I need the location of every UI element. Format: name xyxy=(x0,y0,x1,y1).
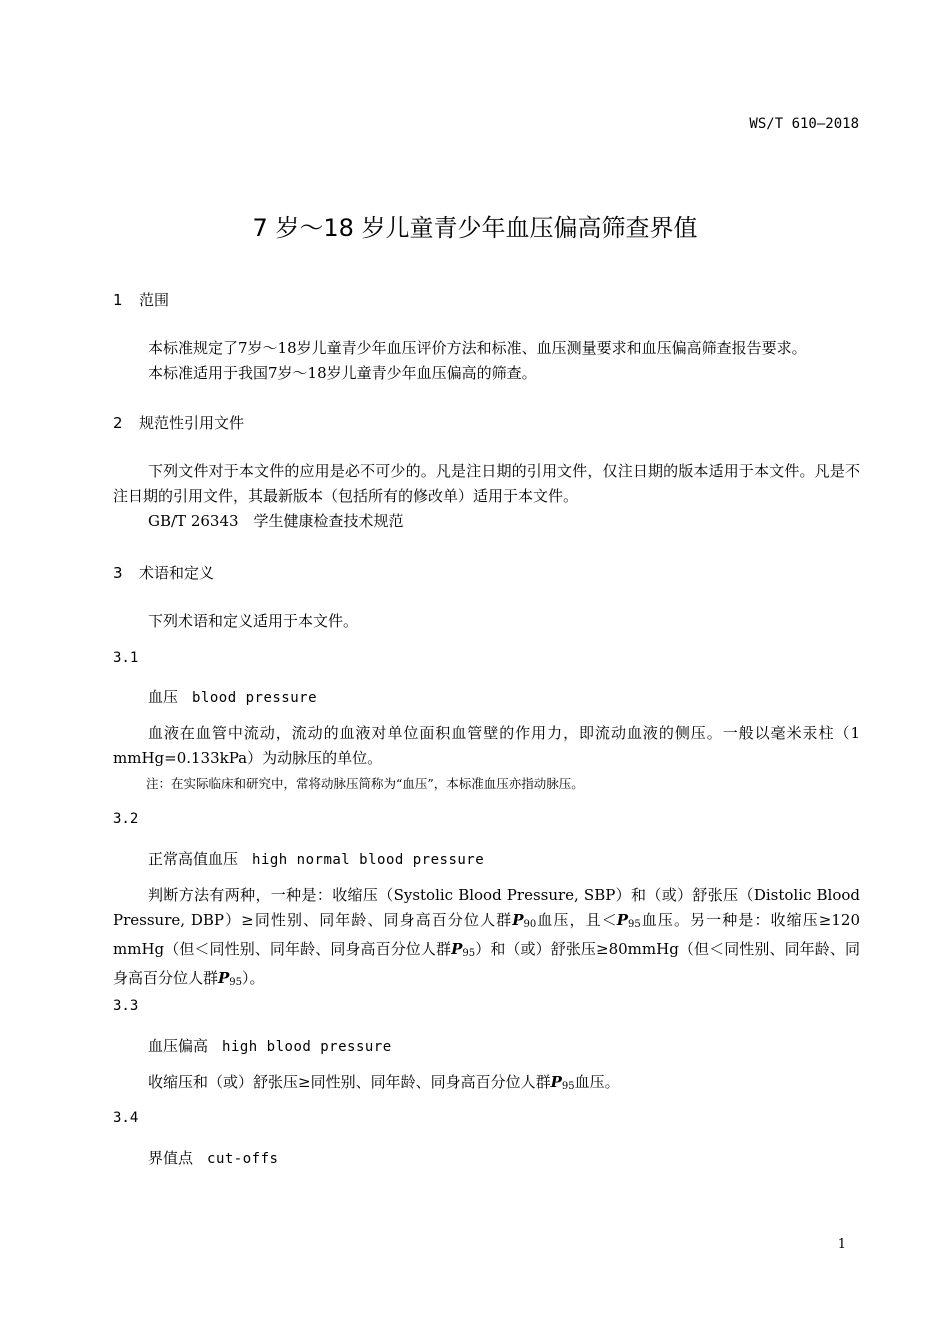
term-number-3-4: 3.4 xyxy=(113,1110,139,1126)
section-2-heading xyxy=(113,412,244,433)
term-3-1-definition: 血液在血管中流动，流动的血液对单位面积血管壁的作用力，即流动血液的侧压。一般以毫米汞柱（1 mmHg=0.133kPa）为动脉压的单位。 xyxy=(113,724,860,767)
term-3-3 xyxy=(148,1035,392,1056)
term-en: cut-offs xyxy=(207,1151,279,1167)
section-number: 2 xyxy=(113,414,123,432)
term-3-2-definition: 判断方法有两种，一种是：收缩压（Systolic Blood Pressure, SBP）和（或）舒张压（Distolic Blood Pressure, DBP）≥同性别、同年龄、同身高百分位人群$P_{90}$血压，且$<P_{95}$血压。另一种是：收缩压≥120 mmHg（但＜同性别、同年龄、同身高百分位人群$P_{95}$）和（或）舒张压≥80mmHg（但＜同性别、同年龄、同身高百分位人群$P_{95}$）。 xyxy=(113,886,860,988)
section-1-heading xyxy=(113,289,169,310)
section-title: 规范性引用文件 xyxy=(139,414,245,432)
term-3-1-note: 注：在实际临床和研究中，常将动脉压简称为“血压”，本标准血压亦指动脉压。 xyxy=(146,776,584,791)
page-number: 1 xyxy=(837,1237,846,1252)
term-en: high normal blood pressure xyxy=(252,852,485,868)
term-3-1 xyxy=(148,686,317,707)
term-en: high blood pressure xyxy=(222,1039,392,1055)
document-title: 7 岁～18 岁儿童青少年血压偏高筛查界值 xyxy=(252,214,698,242)
term-zh: 血压 xyxy=(148,688,179,706)
term-zh: 界值点 xyxy=(148,1149,194,1167)
term-en: blood pressure xyxy=(192,690,318,706)
term-3-3-definition: 收缩压和（或）舒张压≥同性别、同年龄、同身高百分位人群$P_{95}$血压。 xyxy=(148,1073,620,1092)
section-number: 1 xyxy=(113,291,123,309)
term-3-4 xyxy=(148,1147,278,1168)
term-zh: 正常高值血压 xyxy=(148,850,239,868)
section-title: 术语和定义 xyxy=(139,564,215,582)
section-3-paragraph-1: 下列术语和定义适用于本文件。 xyxy=(148,612,359,630)
term-zh: 血压偏高 xyxy=(148,1037,209,1055)
standard-code: WS/T 610—2018 xyxy=(749,116,859,132)
section-title: 范围 xyxy=(139,291,170,309)
section-1-paragraph-2: 本标准适用于我国7岁～18岁儿童青少年血压偏高的筛查。 xyxy=(148,364,537,382)
section-1-paragraph-1: 本标准规定了7岁～18岁儿童青少年血压评价方法和标准、血压测量要求和血压偏高筛查报告要求。 xyxy=(148,339,807,357)
section-3-heading xyxy=(113,562,214,583)
section-2-paragraph-1: 下列文件对于本文件的应用是必不可少的。凡是注日期的引用文件，仅注日期的版本适用于本文件。凡是不注日期的引用文件，其最新版本（包括所有的修改单）适用于本文件。 xyxy=(113,462,860,505)
section-number: 3 xyxy=(113,564,123,582)
term-number-3-1: 3.1 xyxy=(113,650,139,666)
term-number-3-2: 3.2 xyxy=(113,811,139,827)
term-3-2 xyxy=(148,848,484,869)
term-number-3-3: 3.3 xyxy=(113,998,139,1014)
normative-reference: GB/T 26343 学生健康检查技术规范 xyxy=(148,512,404,530)
